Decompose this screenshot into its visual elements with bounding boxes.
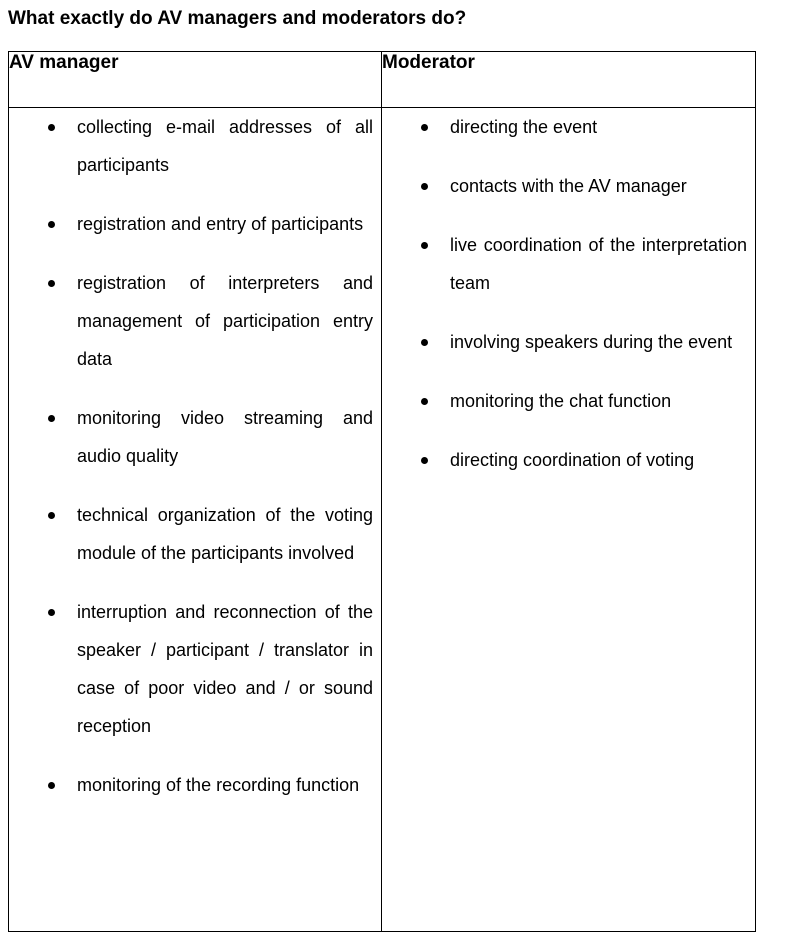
moderator-list <box>382 108 755 479</box>
table-header-row <box>9 52 756 108</box>
table-body-row <box>9 108 756 932</box>
list-item: involving speakers during the event <box>382 323 755 361</box>
list-item: monitoring of the recording function <box>9 766 381 804</box>
bullet-icon <box>421 398 428 405</box>
bullet-icon <box>421 124 428 131</box>
list-item: contacts with the AV manager <box>382 167 755 205</box>
moderator-cell <box>382 108 756 932</box>
list-item: monitoring the chat function <box>382 382 755 420</box>
roles-table <box>8 51 756 932</box>
list-item: registration and entry of participants <box>9 205 381 243</box>
bullet-icon <box>48 609 55 616</box>
bullet-icon <box>421 457 428 464</box>
bullet-icon <box>48 280 55 287</box>
bullet-icon <box>421 339 428 346</box>
list-item: directing the event <box>382 108 755 146</box>
bullet-icon <box>48 512 55 519</box>
av-manager-list <box>9 108 381 804</box>
list-item: interruption and reconnection of the speaker / participant / translator in case of poor video and / or sound reception <box>9 593 381 745</box>
bullet-icon <box>421 183 428 190</box>
bullet-icon <box>48 415 55 422</box>
bullet-icon <box>48 782 55 789</box>
list-item: technical organization of the voting module of the participants involved <box>9 496 381 572</box>
header-av-manager: AV manager <box>9 52 382 108</box>
list-item: directing coordination of voting <box>382 441 755 479</box>
list-item: collecting e-mail addresses of all participants <box>9 108 381 184</box>
bullet-icon <box>421 242 428 249</box>
av-manager-cell <box>9 108 382 932</box>
list-item: registration of interpreters and management of participation entry data <box>9 264 381 378</box>
bullet-icon <box>48 221 55 228</box>
bullet-icon <box>48 124 55 131</box>
list-item: live coordination of the interpretation team <box>382 226 755 302</box>
list-item: monitoring video streaming and audio quality <box>9 399 381 475</box>
header-moderator: Moderator <box>382 52 756 108</box>
page-title: What exactly do AV managers and moderators do? <box>8 8 467 29</box>
